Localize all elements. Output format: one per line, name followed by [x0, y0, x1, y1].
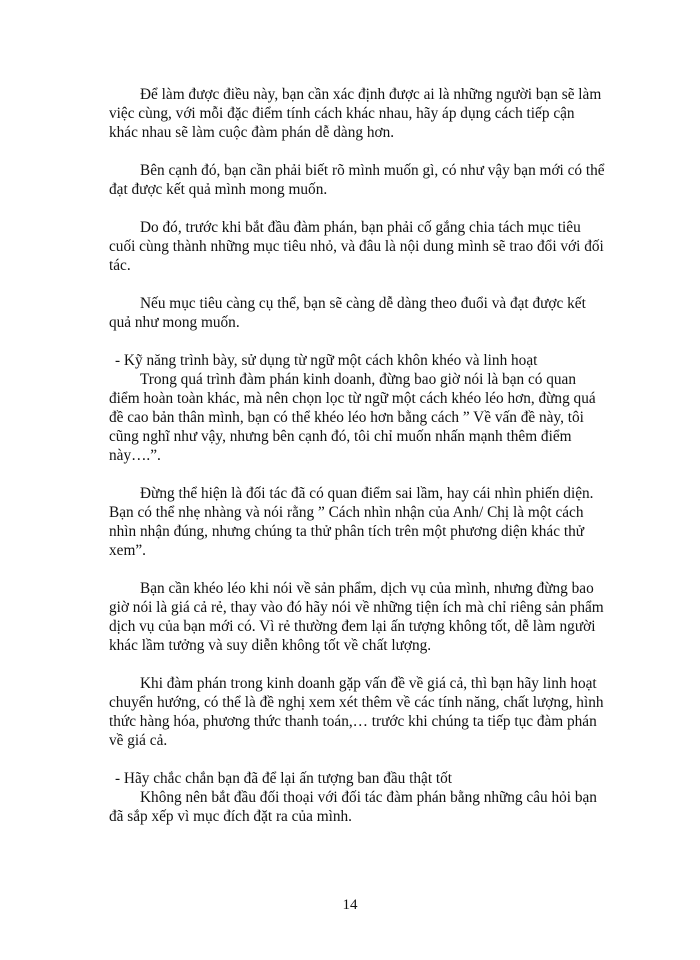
text-line: khác nhau sẽ làm cuộc đàm phán dễ dàng hơn. [109, 124, 395, 141]
paragraph-choose-words [109, 370, 621, 465]
paragraph-price-issues [109, 674, 621, 750]
paragraph-product-talk [109, 579, 621, 655]
text-line: Bên cạnh đó, bạn cần phải biết rõ mình muốn gì, có như vậy bạn mới có thể [140, 162, 605, 179]
text-line: này….”. [109, 447, 161, 464]
paragraph-dont-start-with-questions [109, 788, 621, 826]
text-line: quả như mong muốn. [109, 314, 240, 331]
text-line: cũng nghĩ như vậy, nhưng bên cạnh đó, tôi chỉ muốn nhấn mạnh thêm điểm [109, 428, 572, 445]
text-line: Bạn có thể nhẹ nhàng và nói rằng ” Cách nhìn nhận của Anh/ Chị là một cách [109, 504, 584, 521]
text-line: Bạn cần khéo léo khi nói về sản phẩm, dịch vụ của mình, nhưng đừng bao [140, 580, 594, 597]
text-line: cuối cùng thành những mục tiêu nhỏ, và đâu là nội dung mình sẽ trao đổi với đối [109, 238, 604, 255]
text-line: dịch vụ của bạn mới có. Vì rẻ thường đem lại ấn tượng không tốt, dễ làm người [109, 618, 596, 635]
text-line: đạt được kết quả mình mong muốn. [109, 181, 328, 198]
text-line: Không nên bắt đầu đối thoại với đối tác đàm phán bằng những câu hỏi bạn [140, 789, 597, 806]
page-number: 14 [342, 897, 358, 913]
section-heading-presentation-skills: - Kỹ năng trình bày, sử dụng từ ngữ một cách khôn khéo và linh hoạt [115, 352, 538, 369]
text-line: tác. [109, 257, 131, 274]
text-line: việc cùng, với mỗi đặc điểm tính cách khác nhau, hãy áp dụng cách tiếp cận [109, 105, 575, 122]
text-line: điểm hoàn toàn khác, mà nên chọn lọc từ ngữ một cách khéo léo hơn, đừng quá [109, 390, 596, 407]
text-line: Để làm được điều này, bạn cần xác định được ai là những người bạn sẽ làm [140, 86, 602, 103]
paragraph-identify-partners [109, 85, 621, 142]
text-line: Trong quá trình đàm phán kinh doanh, đừng bao giờ nói là bạn có quan [140, 371, 576, 388]
text-line: khác lầm tưởng và suy diễn không tốt về chất lượng. [109, 637, 432, 654]
text-line: Khi đàm phán trong kinh doanh gặp vấn đề về giá cả, thì bạn hãy linh hoạt [140, 675, 597, 692]
page-body [109, 85, 621, 826]
paragraph-split-goals [109, 218, 621, 275]
paragraph-know-what-you-want [109, 161, 621, 199]
section-heading-first-impression: - Hãy chắc chắn bạn đã để lại ấn tượng ban đầu thật tốt [115, 770, 453, 787]
text-line: Nếu mục tiêu càng cụ thể, bạn sẽ càng dễ dàng theo đuổi và đạt được kết [140, 295, 586, 312]
text-line: Do đó, trước khi bắt đầu đàm phán, bạn phải cố gắng chia tách mục tiêu [140, 219, 581, 236]
text-line: nhìn nhận đúng, nhưng chúng ta thử phân tích trên một phương diện khác thử [109, 523, 585, 540]
text-line: chuyển hướng, có thể là đề nghị xem xét thêm về các tính năng, chất lượng, hình [109, 694, 604, 711]
text-line: Đừng thể hiện là đối tác đã có quan điểm sai lầm, hay cái nhìn phiến diện. [140, 485, 594, 502]
text-line: đề cao bản thân mình, bạn có thể khéo léo hơn bằng cách ” Về vấn đề này, tôi [109, 409, 584, 426]
text-line: xem”. [109, 542, 146, 559]
text-line: giờ nói là giá cả rẻ, thay vào đó hãy nói về những tiện ích mà chỉ riêng sản phẩm [109, 599, 604, 616]
text-line: thức hàng hóa, phương thức thanh toán,… trước khi chúng ta tiếp tục đàm phán [109, 713, 597, 730]
text-line: về giá cả. [109, 732, 168, 749]
paragraph-dont-show-wrong [109, 484, 621, 560]
paragraph-specific-goals [109, 294, 621, 332]
text-line: đã sắp xếp vì mục đích đặt ra của mình. [109, 808, 352, 825]
